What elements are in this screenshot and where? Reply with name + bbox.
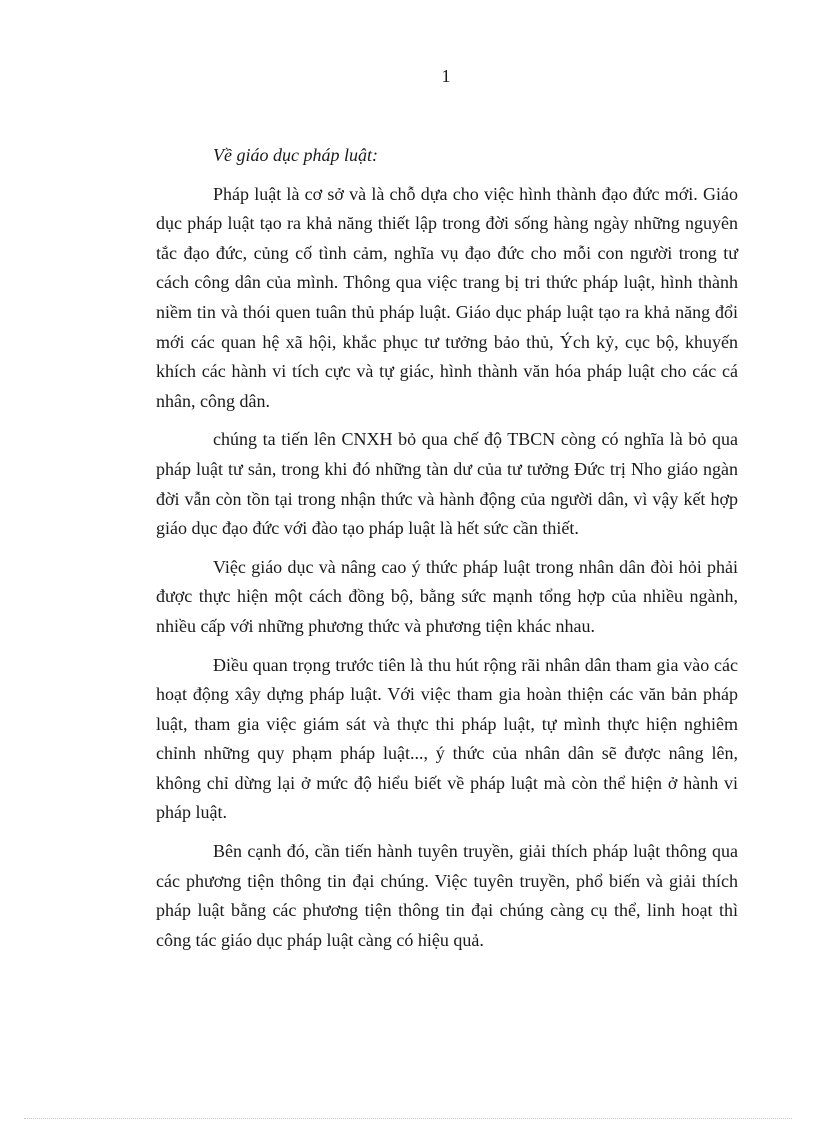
paragraph: Việc giáo dục và nâng cao ý thức pháp luật trong nhân dân đòi hỏi phải được thực hiện một cách đồng bộ, bằng sức mạnh tổng hợp của nhiều ngành, nhiều cấp với những phương thức và phương tiện khác nhau. xyxy=(156,556,738,636)
section-heading: Về giáo dục pháp luật: xyxy=(213,145,378,165)
page-number: 1 xyxy=(441,66,451,86)
paragraph: Pháp luật là cơ sở và là chỗ dựa cho việc hình thành đạo đức mới. Giáo dục pháp luật tạo ra khả năng thiết lập trong đời sống hàng ngày những nguyên tắc đạo đức, củng cố tình cảm, nghĩa vụ đạo đức cho mỗi con người trong tư cách công dân của mình. Thông qua việc trang bị tri thức pháp luật, hình thành niềm tin và thói quen tuân thủ pháp luật. Giáo dục pháp luật tạo ra khả năng đổi mới các quan hệ xã hội, khắc phục tư tưởng bảo thủ, Ých kỷ, cục bộ, khuyến khích các hành vi tích cực và tự giác, hình thành văn hóa pháp luật cho các cá nhân, công dân. xyxy=(156,183,738,411)
paragraph: chúng ta tiến lên CNXH bỏ qua chế độ TBCN còng có nghĩa là bỏ qua pháp luật tư sản, trong khi đó những tàn dư của tư tưởng Đức trị Nho giáo ngàn đời vẫn còn tồn tại trong nhận thức và hành động của người dân, vì vậy kết hợp giáo dục đạo đức với đào tạo pháp luật là hết sức cần thiết. xyxy=(156,429,738,539)
page-content xyxy=(156,141,738,964)
paragraph: Bên cạnh đó, cần tiến hành tuyên truyền, giải thích pháp luật thông qua các phương tiện thông tin đại chúng. Việc tuyên truyền, phổ biến và giải thích pháp luật bằng các phương tiện thông tin đại chúng càng cụ thể, linh hoạt thì công tác giáo dục pháp luật càng có hiệu quả. xyxy=(156,841,738,950)
page-bottom-divider xyxy=(24,1118,792,1119)
paragraph: Điều quan trọng trước tiên là thu hút rộng rãi nhân dân tham gia vào các hoạt động xây dựng pháp luật. Với việc tham gia hoàn thiện các văn bản pháp luật, tham gia việc giám sát và thực thi pháp luật, tự mình thực hiện nghiêm chỉnh những quy phạm pháp luật..., ý thức của nhân dân sẽ được nâng lên, không chỉ dừng lại ở mức độ hiểu biết về pháp luật mà còn thể hiện ở hành vi pháp luật. xyxy=(156,654,738,823)
